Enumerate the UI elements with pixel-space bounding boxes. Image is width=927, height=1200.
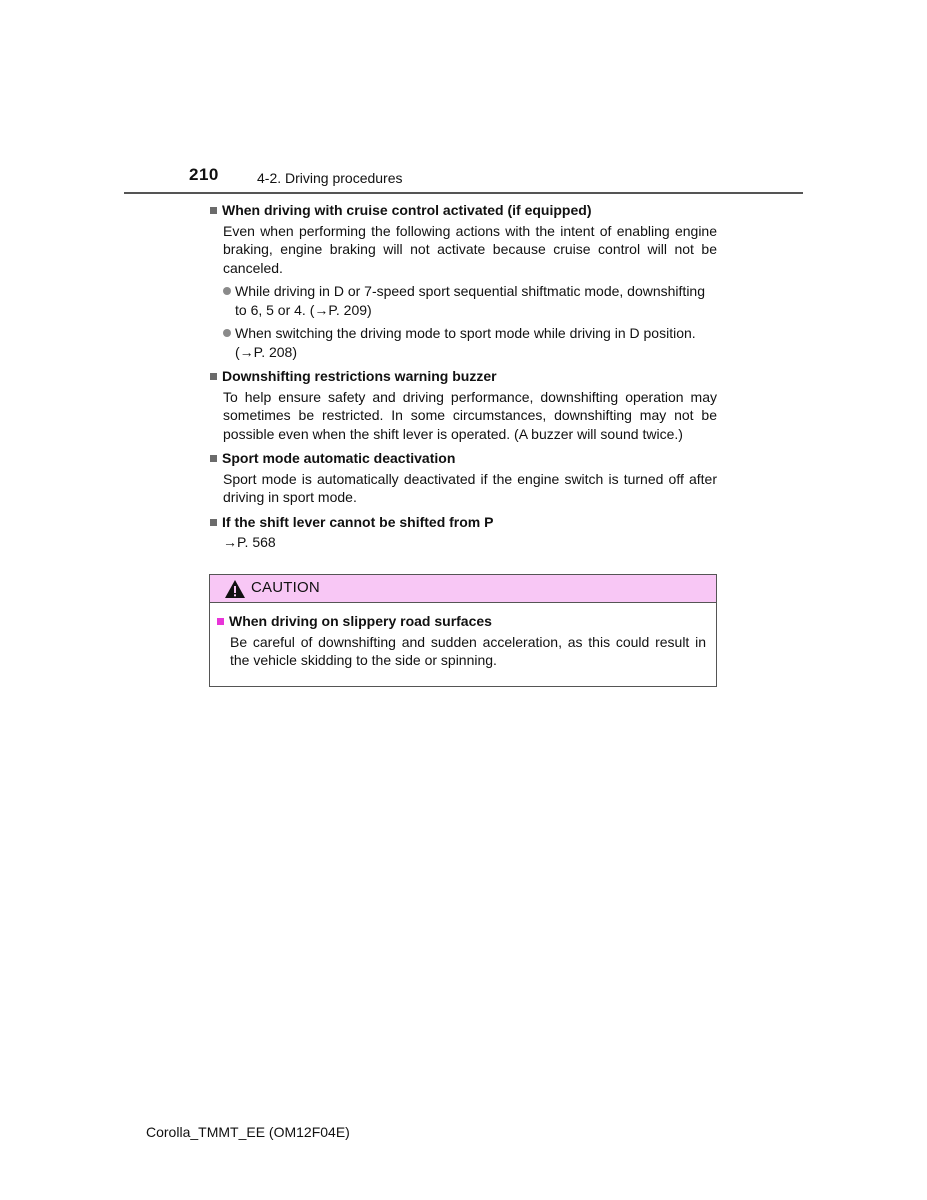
section-heading-text: Sport mode automatic deactivation (222, 450, 456, 466)
square-bullet-icon (210, 373, 217, 380)
caution-text: Be careful of downshifting and sudden acceleration, as this could result in the vehicle skidding to the side or spinning. (230, 633, 706, 668)
section-heading-text: Downshifting restrictions warning buzzer (222, 368, 497, 384)
page-number: 210 (189, 165, 219, 184)
section-heading-text: If the shift lever cannot be shifted from P (222, 513, 494, 530)
footer-model-code: Corolla_TMMT_EE (OM12F04E) (146, 1124, 350, 1140)
header-rule (124, 192, 803, 194)
section-body: Sport mode is automatically deactivated if the engine switch is turned off after driving in sport mode. (223, 470, 717, 505)
section-body: Even when performing the following actions with the intent of enabling engine braking, engine braking will not activate because cruise control will not be canceled. (223, 222, 717, 276)
circle-bullet-icon (223, 287, 231, 295)
section-sport-mode (210, 449, 717, 507)
warning-icon (224, 579, 246, 599)
bullet-list (223, 282, 717, 361)
section-heading (210, 513, 717, 532)
section-heading (210, 201, 717, 220)
bullet-text: When switching the driving mode to sport mode while driving in D position. (→P. 208) (235, 325, 696, 360)
section-shift-lever (210, 513, 717, 552)
caution-body (210, 603, 716, 670)
square-bullet-icon (210, 455, 217, 462)
list-item (223, 282, 717, 319)
square-bullet-icon (210, 519, 217, 526)
caution-box (209, 574, 717, 687)
page-reference: →P. 568 (223, 534, 276, 550)
section-heading (210, 449, 717, 468)
section-downshifting-buzzer (210, 367, 717, 443)
bullet-text: While driving in D or 7-speed sport sequential shiftmatic mode, downshifting to 6, 5 or 4. (→P. 209) (235, 283, 706, 318)
square-bullet-icon (210, 207, 217, 214)
section-body: To help ensure safety and driving performance, downshifting operation may sometimes be restricted. In some circumstances, downshifting may not be possible even when the shift lever is operated. (A buzzer will sound twice.) (223, 388, 717, 442)
section-cruise-control (210, 201, 717, 361)
circle-bullet-icon (223, 329, 231, 337)
caution-title: CAUTION (251, 579, 320, 597)
caution-header (210, 575, 716, 603)
square-bullet-icon (217, 618, 224, 625)
section-title: 4-2. Driving procedures (257, 170, 403, 186)
caution-heading (217, 612, 706, 631)
list-item (223, 324, 717, 361)
caution-heading-text: When driving on slippery road surfaces (229, 613, 492, 629)
section-heading (210, 367, 717, 386)
main-content (210, 201, 717, 558)
section-heading-text: When driving with cruise control activated (if equipped) (222, 202, 592, 218)
